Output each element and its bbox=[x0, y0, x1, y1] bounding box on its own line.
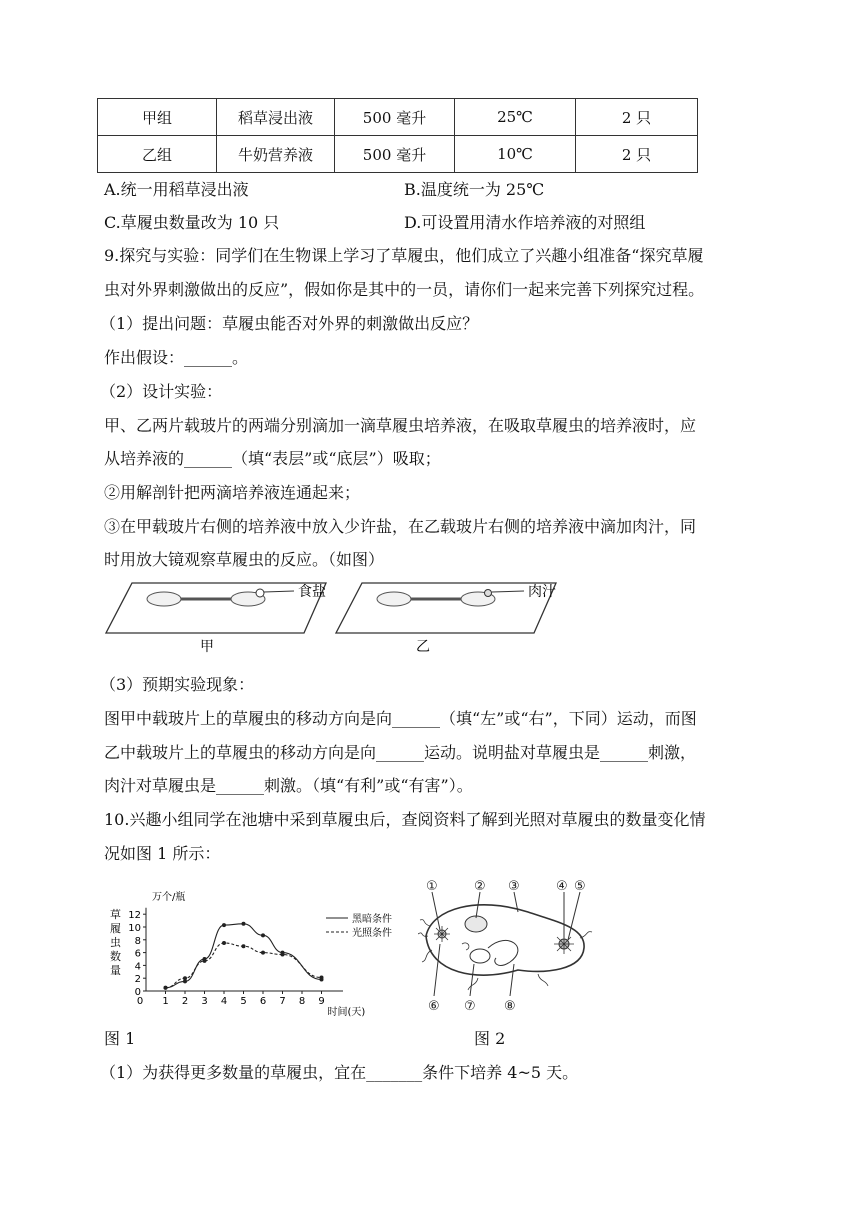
slide-a bbox=[106, 583, 326, 655]
chart-axes bbox=[110, 890, 365, 1018]
table-row bbox=[98, 99, 698, 136]
chart-marks bbox=[164, 922, 324, 990]
table-cell: 2 只 bbox=[576, 99, 698, 136]
q9-result-line1: 图甲中载玻片上的草履虫的移动方向是向______（填“左”或“右”，下同）运动，而图 bbox=[104, 709, 697, 728]
data-point bbox=[320, 976, 324, 980]
y-axis-label-char: 虫 bbox=[110, 936, 121, 949]
table-cell: 500 毫升 bbox=[335, 136, 455, 173]
q9-step1-line2: 从培养液的______（填“表层”或“底层”）吸取； bbox=[104, 449, 441, 468]
q9-step3-line2: 时用放大镜观察草履虫的反应。（如图） bbox=[104, 550, 385, 569]
cell-label-5: ⑤ bbox=[574, 879, 586, 894]
paramecium-figure bbox=[418, 878, 598, 1016]
cell-label-1: ① bbox=[426, 879, 438, 894]
y-tick-label: 0 bbox=[134, 987, 141, 998]
option-c: C.草履虫数量改为 10 只 bbox=[104, 213, 280, 232]
population-chart bbox=[104, 888, 404, 1020]
q9-part2: （2）设计实验： bbox=[100, 382, 223, 401]
cell-label-4: ④ bbox=[556, 879, 568, 894]
x-tick-label: 0 bbox=[136, 996, 144, 1007]
y-unit-label: 万个/瓶 bbox=[152, 892, 186, 903]
y-axis-label-char: 履 bbox=[110, 922, 121, 935]
q9-stem-line2: 虫对外界刺激做出的反应”，假如你是其中的一员，请你们一起来完善下列探究过程。 bbox=[104, 280, 705, 299]
cell-label-6: ⑥ bbox=[428, 999, 440, 1014]
q9-step2: ②用解剖针把两滴培养液连通起来； bbox=[104, 483, 361, 502]
y-tick-label: 12 bbox=[128, 910, 141, 922]
q9-hypothesis: 作出假设：______。 bbox=[104, 348, 249, 367]
table-row bbox=[98, 136, 698, 173]
x-tick-label: 6 bbox=[259, 996, 267, 1007]
figure-1-caption: 图 1 bbox=[104, 1029, 136, 1048]
cell-label-3: ③ bbox=[508, 879, 520, 894]
x-tick-label: 3 bbox=[201, 996, 208, 1007]
y-tick-label: 8 bbox=[134, 935, 141, 947]
q9-part1: （1）提出问题：草履虫能否对外界的刺激做出反应？ bbox=[100, 314, 479, 333]
legend-label-1: 黑暗条件 bbox=[352, 914, 392, 925]
data-point bbox=[261, 951, 265, 955]
q9-result-line2: 乙中载玻片上的草履虫的移动方向是向______运动。说明盐对草履虫是______刺激， bbox=[104, 743, 697, 762]
option-d: D.可设置用清水作培养液的对照组 bbox=[404, 213, 646, 232]
figure-2-caption: 图 2 bbox=[474, 1029, 506, 1048]
data-point bbox=[242, 922, 246, 926]
q10-sub1: （1）为获得更多数量的草履虫，宜在_______条件下培养 4~5 天。 bbox=[100, 1063, 579, 1082]
data-point bbox=[203, 959, 207, 963]
legend-label-2: 光照条件 bbox=[352, 928, 392, 939]
q9-step1-line1: 甲、乙两片载玻片的两端分别滴加一滴草履虫培养液，在吸取草履虫的培养液时，应 bbox=[104, 416, 697, 435]
table-cell: 2 只 bbox=[576, 136, 698, 173]
y-tick-label: 4 bbox=[134, 961, 141, 973]
table-cell: 甲组 bbox=[98, 99, 217, 136]
series-line-1 bbox=[166, 924, 322, 988]
experiment-table bbox=[97, 98, 698, 173]
table-cell: 500 毫升 bbox=[335, 99, 455, 136]
slide-b bbox=[336, 583, 556, 655]
table-cell: 牛奶营养液 bbox=[217, 136, 335, 173]
data-point bbox=[242, 944, 246, 948]
x-tick-label: 2 bbox=[181, 996, 189, 1007]
y-tick-label: 6 bbox=[134, 948, 141, 960]
x-tick-label: 8 bbox=[298, 996, 306, 1007]
y-tick-label: 2 bbox=[134, 974, 141, 986]
chart-legend bbox=[326, 912, 392, 939]
q9-stem-line1: 9.探究与实验：同学们在生物课上学习了草履虫，他们成立了兴趣小组准备“探究草履 bbox=[104, 246, 704, 265]
data-point bbox=[222, 941, 226, 945]
cell-label-8: ⑧ bbox=[504, 999, 516, 1014]
x-tick-label: 7 bbox=[279, 996, 286, 1007]
q10-stem-line1: 10.兴趣小组同学在池塘中采到草履虫后，查阅资料了解到光照对草履虫的数量变化情 bbox=[104, 810, 706, 829]
q9-part3: （3）预期实验现象： bbox=[100, 675, 255, 694]
q9-result-line3: 肉汁对草履虫是______刺激。（填“有利”或“有害”）。 bbox=[104, 776, 473, 795]
data-point bbox=[183, 976, 187, 980]
slide-a-label: 甲 bbox=[200, 639, 214, 655]
y-axis-label-char: 数 bbox=[110, 950, 121, 963]
q9-step3-line1: ③在甲载玻片右侧的培养液中放入少许盐，在乙载玻片右侧的培养液中滴加肉汁，同 bbox=[104, 517, 697, 536]
x-tick-label: 5 bbox=[240, 996, 247, 1007]
juice-label: 肉汁 bbox=[528, 584, 556, 600]
table-cell: 乙组 bbox=[98, 136, 217, 173]
x-axis-label: 时间(天) bbox=[327, 1007, 366, 1018]
y-axis-label-char: 量 bbox=[110, 964, 121, 977]
cell-label-2: ② bbox=[474, 879, 486, 894]
x-tick-label: 4 bbox=[220, 996, 228, 1007]
data-point bbox=[281, 953, 285, 957]
cell-label-7: ⑦ bbox=[464, 999, 476, 1014]
table-cell: 10℃ bbox=[455, 136, 576, 173]
y-axis-label-char: 草 bbox=[110, 908, 121, 921]
salt-label: 食盐 bbox=[298, 584, 326, 600]
q10-stem-line2: 况如图 1 所示： bbox=[104, 844, 221, 863]
table-cell: 稻草浸出液 bbox=[217, 99, 335, 136]
x-tick-label: 9 bbox=[318, 996, 325, 1007]
series-line-2 bbox=[166, 943, 322, 988]
table-cell: 25℃ bbox=[455, 99, 576, 136]
data-point bbox=[222, 923, 226, 927]
option-a: A.统一用稻草浸出液 bbox=[104, 180, 249, 199]
y-tick-label: 10 bbox=[128, 923, 141, 934]
slide-figure bbox=[104, 575, 584, 655]
x-tick-label: 1 bbox=[162, 996, 169, 1007]
data-point bbox=[261, 933, 265, 937]
slide-b-label: 乙 bbox=[416, 639, 430, 655]
data-point bbox=[164, 986, 168, 990]
option-b: B.温度统一为 25℃ bbox=[404, 180, 545, 199]
